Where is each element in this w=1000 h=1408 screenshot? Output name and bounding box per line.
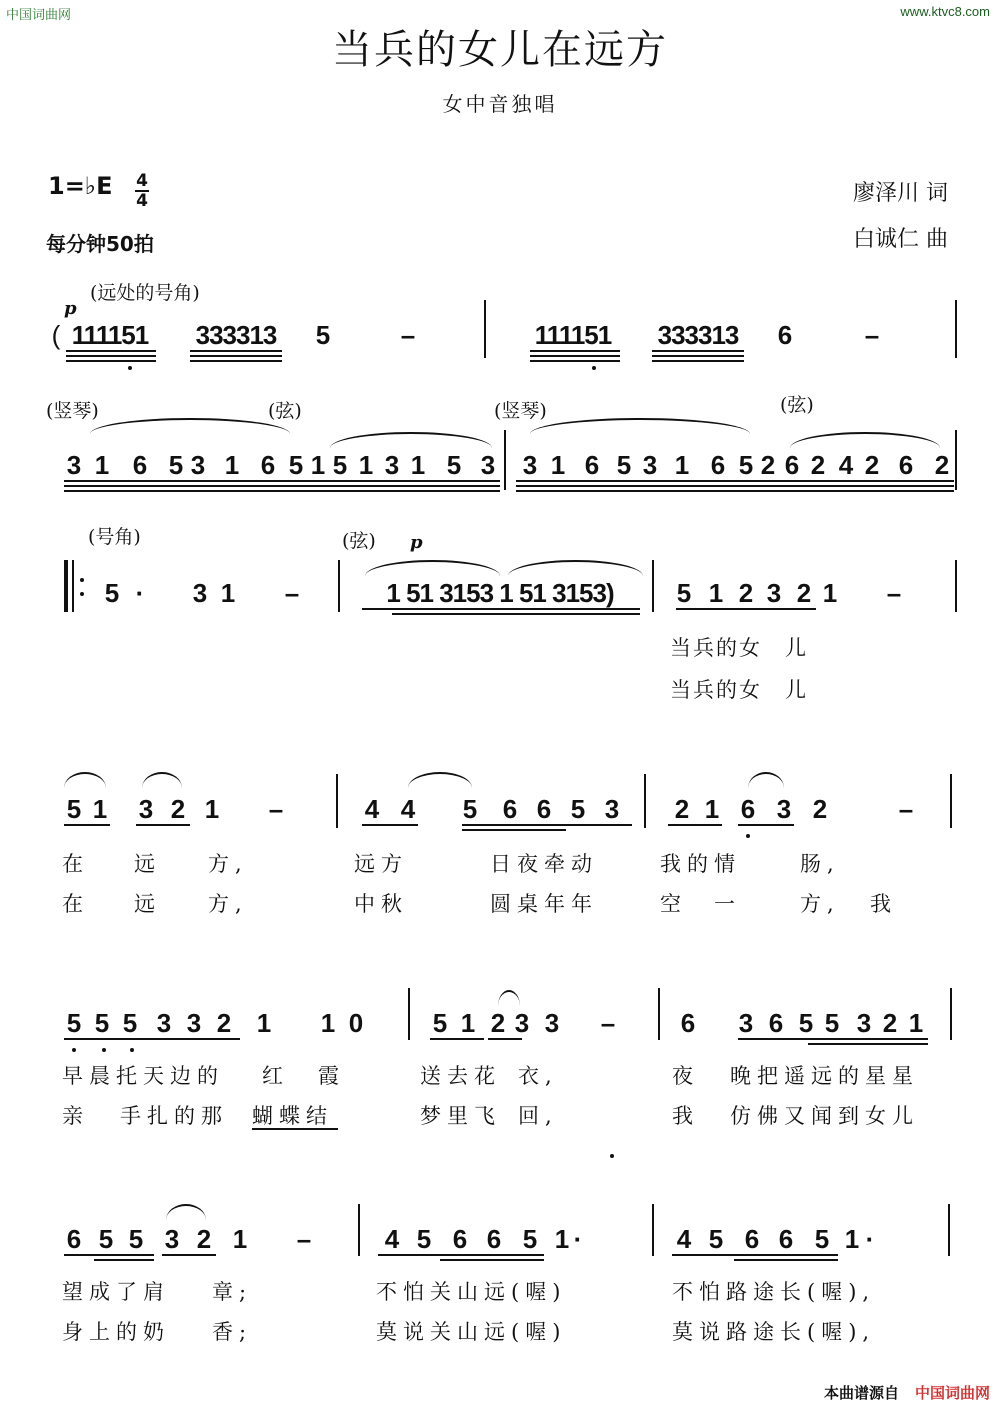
note: 1 [310, 450, 326, 480]
note: · [865, 1224, 875, 1254]
note: 4 [400, 794, 416, 824]
subtitle: 女中音独唱 [442, 92, 558, 116]
note: 3 [642, 450, 658, 480]
note: 3 [480, 450, 496, 480]
lyric-verse2: 当兵的女 儿 [670, 678, 808, 702]
watermark-right: www.ktvc8.com [900, 4, 990, 19]
lyric-word: 蝴蝶结 [252, 1104, 333, 1128]
note: 5 [522, 1224, 538, 1254]
note: 5 [462, 794, 478, 824]
footer-site-link[interactable]: 中国词曲网 [914, 1384, 990, 1402]
note: 5 [708, 1224, 724, 1254]
note: 1 [220, 578, 236, 608]
note: 3 [856, 1008, 872, 1038]
lyric-word: 在 [62, 892, 89, 916]
lyric-row-6-verse2 [0, 1316, 1000, 1346]
note: – [296, 1224, 312, 1254]
note: 4 [838, 450, 854, 480]
note-group: 111151 [534, 320, 612, 350]
note: 5 [128, 1224, 144, 1254]
barline [644, 774, 646, 828]
lyric-word: 日夜牵动 [490, 852, 598, 876]
lyric-word: 仿佛又闻到女儿 [730, 1104, 919, 1128]
note: 3 [776, 794, 792, 824]
note: 6 [486, 1224, 502, 1254]
note: – [600, 1008, 616, 1038]
note: 5 [288, 450, 304, 480]
annot-strings: (弦) [780, 394, 814, 416]
note: 2 [490, 1008, 506, 1038]
note: 1 [554, 1224, 570, 1254]
note: 2 [864, 450, 880, 480]
note: 3 [192, 578, 208, 608]
note: 5 [332, 450, 348, 480]
note: 6 [744, 1224, 760, 1254]
lyric-word: 远 [134, 852, 161, 876]
note: 1 [358, 450, 374, 480]
lyric-word: 我 [672, 1104, 699, 1128]
note: 1 [550, 450, 566, 480]
note: 5 [676, 578, 692, 608]
lyric-word: 身上的奶 [62, 1320, 170, 1344]
score-row-5 [0, 1008, 1000, 1048]
note: 2 [674, 794, 690, 824]
note: 5 [66, 794, 82, 824]
note: 5 [122, 1008, 138, 1038]
note: 6 [502, 794, 518, 824]
note: 2 [796, 578, 812, 608]
lyric-word: 在 [62, 852, 89, 876]
note: 3 [156, 1008, 172, 1038]
annot-horn: (号角) [88, 526, 141, 548]
footer-source-label: 本曲谱源自 [823, 1384, 899, 1402]
note-group: 333313 [657, 320, 739, 350]
lyric-word: 夜 [672, 1064, 699, 1088]
note: 6 [740, 794, 756, 824]
note: 5 [416, 1224, 432, 1254]
note: 5 [66, 1008, 82, 1038]
note: 6 [452, 1224, 468, 1254]
note: 1 [256, 1008, 272, 1038]
lyric-word: 送去花 [420, 1064, 501, 1088]
note: 3 [384, 450, 400, 480]
lyric-word: 梦里飞 [420, 1104, 501, 1128]
lyric-word: 远方 [354, 852, 408, 876]
barline [948, 1204, 950, 1256]
note: 1 [232, 1224, 248, 1254]
lyric-word: 香; [212, 1320, 253, 1344]
note: 5 [94, 1008, 110, 1038]
note: · [573, 1224, 583, 1254]
note: 3 [514, 1008, 530, 1038]
note: 2 [170, 794, 186, 824]
lyric-word: 方, [208, 892, 248, 916]
lyric-word: 手扎的那 [120, 1104, 228, 1128]
note-group: 6 [777, 320, 793, 350]
note: – [886, 578, 902, 608]
barline [955, 430, 957, 490]
barline [955, 300, 957, 358]
tempo-marking: 每分钟50拍 [46, 232, 154, 256]
watermark-left: 中国词曲网 [6, 7, 72, 22]
note-group: – [864, 320, 880, 350]
note: 1 [92, 794, 108, 824]
page-title: 当兵的女儿在远方 [332, 27, 668, 73]
score-row-2 [0, 450, 1000, 490]
lyric-word: 早晨托天边的 [62, 1064, 224, 1088]
barline [358, 1204, 360, 1256]
note: 6 [784, 450, 800, 480]
lyricist-credit: 廖泽川 词 [853, 181, 948, 206]
note: 1 [320, 1008, 336, 1038]
lyric-word: 莫说路途长(喔), [672, 1320, 876, 1344]
note: – [268, 794, 284, 824]
note-group: 5 [315, 320, 331, 350]
note: 1 [460, 1008, 476, 1038]
annot-harp: (竖琴) [46, 400, 99, 422]
note: 6 [710, 450, 726, 480]
lyric-word: 我的情 [660, 852, 741, 876]
key-signature: 1=♭E [48, 172, 113, 200]
dynamic-p: p [64, 298, 77, 319]
note: 6 [768, 1008, 784, 1038]
note: 1 [708, 578, 724, 608]
note: 5 [168, 450, 184, 480]
note: 2 [196, 1224, 212, 1254]
barline [658, 988, 660, 1040]
note: 0 [348, 1008, 364, 1038]
lyric-word: 方, [800, 892, 840, 916]
note: · [135, 578, 145, 608]
note: – [898, 794, 914, 824]
lyric-word: 不怕路途长(喔), [672, 1280, 876, 1304]
note: 5 [738, 450, 754, 480]
annot-strings: (弦) [342, 530, 376, 552]
note: 4 [364, 794, 380, 824]
score-row-4 [0, 794, 1000, 834]
note: 1 [674, 450, 690, 480]
note: 5 [616, 450, 632, 480]
note: 6 [680, 1008, 696, 1038]
lyric-word: 我 [870, 892, 897, 916]
note: 3 [66, 450, 82, 480]
lyric-word: 晚把遥远的星星 [730, 1064, 919, 1088]
footer-source [824, 1382, 990, 1403]
note: 2 [882, 1008, 898, 1038]
lyric-word: 空 一 [660, 892, 741, 916]
paren-open: ( [51, 320, 61, 350]
note: 5 [446, 450, 462, 480]
note: 1 [822, 578, 838, 608]
lyric-word: 回, [518, 1104, 558, 1128]
note: 3 [604, 794, 620, 824]
lyric-row-4-verse1 [0, 848, 1000, 878]
lyric-word: 莫说关山远(喔) [376, 1320, 567, 1344]
note: 1 [704, 794, 720, 824]
lyric-row-5-verse1 [0, 1060, 1000, 1090]
lyric-row-5-verse2 [0, 1100, 1000, 1130]
lyric-word: 不怕关山远(喔) [376, 1280, 567, 1304]
note: 3 [544, 1008, 560, 1038]
barline [652, 1204, 654, 1256]
note: 2 [738, 578, 754, 608]
note: 4 [384, 1224, 400, 1254]
note: 2 [812, 794, 828, 824]
note: 6 [898, 450, 914, 480]
lyric-row-6-verse1 [0, 1276, 1000, 1306]
note: 2 [810, 450, 826, 480]
note: 6 [584, 450, 600, 480]
note: 3 [138, 794, 154, 824]
barline [504, 430, 506, 490]
barline [950, 988, 952, 1040]
note: 1 [224, 450, 240, 480]
note: 5 [432, 1008, 448, 1038]
lyric-verse1: 当兵的女 儿 [670, 636, 808, 660]
note-group: 333313 [195, 320, 277, 350]
note: 6 [536, 794, 552, 824]
note: 3 [164, 1224, 180, 1254]
note: 6 [66, 1224, 82, 1254]
score-row-6 [0, 1224, 1000, 1264]
note-group: 1 51 3153 1 51 3153) [386, 578, 614, 608]
note: – [284, 578, 300, 608]
note: 4 [676, 1224, 692, 1254]
barline [484, 300, 486, 358]
barline [336, 774, 338, 828]
lyric-word: 衣, [518, 1064, 558, 1088]
note-group: 111151 [71, 320, 149, 350]
note: 3 [766, 578, 782, 608]
note: 5 [824, 1008, 840, 1038]
lyric-word: 章; [212, 1280, 253, 1304]
annot-distant-horn: (远处的号角) [90, 282, 200, 304]
dynamic-p: p [410, 532, 423, 553]
note-group: – [400, 320, 416, 350]
note: 5 [104, 578, 120, 608]
note: 1 [844, 1224, 860, 1254]
lyric-word: 肠, [800, 852, 840, 876]
note: 5 [814, 1224, 830, 1254]
note: 3 [522, 450, 538, 480]
note: 1 [410, 450, 426, 480]
lyric-word: 霞 [318, 1064, 345, 1088]
barline [955, 560, 957, 612]
lyric-word: 远 [134, 892, 161, 916]
lyric-word: 亲 [62, 1104, 89, 1128]
composer-credit: 白诚仁 曲 [853, 227, 948, 252]
barline [950, 774, 952, 828]
note: 1 [908, 1008, 924, 1038]
note: 2 [760, 450, 776, 480]
note: 6 [260, 450, 276, 480]
note: 2 [934, 450, 950, 480]
note: 5 [798, 1008, 814, 1038]
lyric-word: 圆桌年年 [490, 892, 598, 916]
score-row-1 [0, 320, 1000, 360]
note: 5 [98, 1224, 114, 1254]
lyric-word: 方, [208, 852, 248, 876]
lyric-word: 中秋 [354, 892, 408, 916]
note: 3 [186, 1008, 202, 1038]
lyric-word: 望成了肩 [62, 1280, 170, 1304]
annot-strings: (弦) [268, 400, 302, 422]
annot-harp: (竖琴) [494, 400, 547, 422]
note: 3 [190, 450, 206, 480]
note: 1 [204, 794, 220, 824]
score-row-3 [0, 578, 1000, 618]
time-signature [135, 172, 149, 210]
barline [338, 560, 340, 612]
note: 6 [132, 450, 148, 480]
note: 5 [570, 794, 586, 824]
note: 2 [216, 1008, 232, 1038]
note: 6 [778, 1224, 794, 1254]
time-sig-top: 4 [136, 171, 148, 191]
note: 1 [94, 450, 110, 480]
barline [408, 988, 410, 1040]
lyric-word: 红 [262, 1064, 289, 1088]
lyric-row-4-verse2 [0, 888, 1000, 918]
barline [652, 560, 654, 612]
note: 3 [738, 1008, 754, 1038]
time-sig-bottom: 4 [136, 191, 148, 211]
